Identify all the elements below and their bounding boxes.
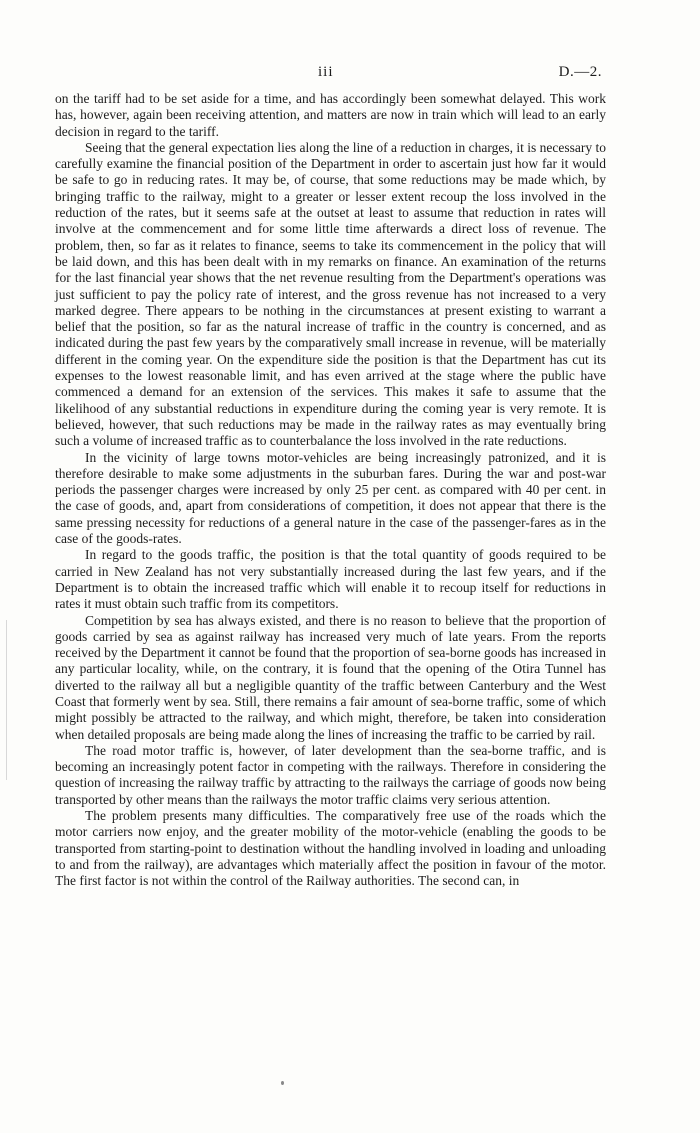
paragraph-suburban-fares: In the vicinity of large towns motor-vehicles are being increasingly patronized, and it is therefore desirable to make some adjustments in the suburban fares. During the war and post-war periods the passenger charges were increased by only 25 per cent. as compared with 40 per cent. in the case of goods, and, apart from considerations of competition, it does not appear that there is the same pressing necessity for reductions of a general nature in the case of the passenger-fares as in the case of the goods-rates. <box>55 449 606 547</box>
paragraph-problem-difficulties: The problem presents many difficulties. The comparatively free use of the roads which the motor carriers now enjoy, and the greater mobility of the motor-vehicle (enabling the goods to be transported from starting-point to destination without the handling involved in loading and unloading to and from the railway), are advantages which materially affect the position in favour of the motor. The first factor is not within the control of the Railway authorities. The second can, in <box>55 808 606 889</box>
paragraph-sea-competition: Competition by sea has always existed, and there is no reason to believe that the proportion of goods carried by sea as against railway has increased very much of late years. From the reports received by the Department it cannot be found that the proportion of sea-borne goods has increased in any particular locality, while, on the contrary, it is found that the opening of the Otira Tunnel has diverted to the railway all but a negligible quantity of the traffic between Canterbury and the West Coast that formerly went by sea. Still, there remains a fair amount of sea-borne traffic, some of which might possibly be attracted to the railway, and which might, therefore, be taken into consideration when detailed proposals are being made along the lines of increasing the traffic to be carried by rail. <box>55 612 606 742</box>
paragraph-road-motor-traffic: The road motor traffic is, however, of later development than the sea-borne traffic, and is becoming an increasingly potent factor in competing with the railways. Therefore in considering the question of increasing the railway traffic by attracting to the railways the carriage of goods now being transported by other means than the railways the motor traffic claims very serious attention. <box>55 742 606 807</box>
document-reference: D.—2. <box>558 64 602 80</box>
page-number: iii <box>318 64 334 80</box>
body-text <box>55 91 606 890</box>
paragraph-continuation: on the tariff had to be set aside for a time, and has accordingly been somewhat delayed. This work has, however, again been receiving attention, and matters are now in train which will lead to an early decision in regard to the tariff. <box>55 91 606 139</box>
paragraph-financial-position: Seeing that the general expectation lies along the line of a reduction in charges, it is necessary to carefully examine the financial position of the Department in order to ascertain just how far it would be safe to go in reducing rates. It may be, of course, that some reductions may be made which, by bringing traffic to the railway, might to a greater or lesser extent recoup the loss involved in the reduction of the rates, but it seems safe at the outset at least to assume that reduction in rates will involve at the commencement and for some little time afterwards a direct loss of revenue. The problem, then, so far as it relates to finance, seems to take its commencement in the policy that will be laid down, and this has been dealt with in my remarks on finance. An examination of the returns for the last financial year shows that the net revenue resulting from the Department's operations was just sufficient to pay the policy rate of interest, and the gross revenue has not increased to a very marked degree. There appears to be nothing in the circumstances at present existing to warrant a belief that the position, so far as the natural increase of traffic in the country is concerned, and as indicated during the past few years by the comparatively small increase in revenue, will be materially different in the coming year. On the expenditure side the position is that the Department has cut its expenses to the lowest reasonable limit, and has even arrived at the stage where the public have commenced a demand for an extension of the services. This makes it safe to assume that the likelihood of any substantial reductions in expenditure during the coming year is very remote. It is believed, however, that such reductions may be made in the railway rates as may eventually bring such a volume of increased traffic as to counterbalance the loss involved in the rate reductions. <box>55 139 606 449</box>
ink-speck <box>281 1081 284 1085</box>
paragraph-goods-traffic: In regard to the goods traffic, the position is that the total quantity of goods required to be carried in New Zealand has not very substantially increased during the last few years, and if the Department is to obtain the increased traffic which will enable it to recoup itself for reductions in rates it must obtain such traffic from its competitors. <box>55 547 606 612</box>
scan-edge-mark <box>6 620 7 780</box>
